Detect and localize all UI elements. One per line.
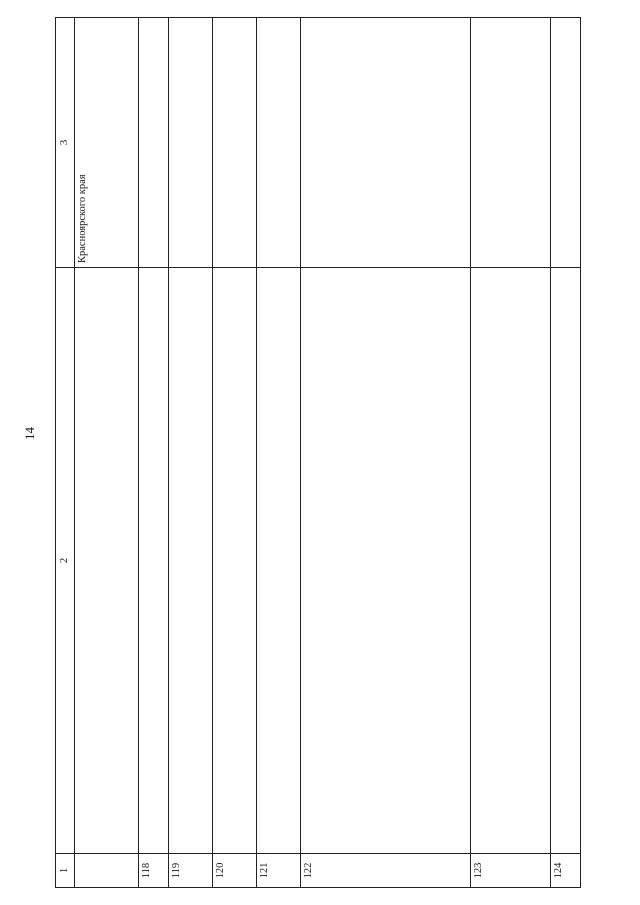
row-description [471,268,551,854]
row-description [301,268,471,854]
row-description [551,268,581,854]
row-number: 120 [213,854,257,888]
table-row [213,18,257,888]
row-number: 124 [551,854,581,888]
table-row [551,18,581,888]
page-number: 14 [22,427,37,440]
row-description [75,268,139,854]
row-ministry: Красноярского края [75,18,139,268]
row-ministry [471,18,551,268]
column-header-1: 1 [56,854,75,888]
table-row [471,18,551,888]
row-ministry [169,18,213,268]
row-ministry [139,18,169,268]
row-ministry [257,18,301,268]
row-number [75,854,139,888]
row-ministry [301,18,471,268]
row-description [257,268,301,854]
row-ministry [213,18,257,268]
table-row [301,18,471,888]
row-number: 121 [257,854,301,888]
row-ministry [551,18,581,268]
table-row [139,18,169,888]
table-stage [55,18,605,888]
column-header-2: 2 [56,268,75,854]
row-number: 123 [471,854,551,888]
row-number: 122 [301,854,471,888]
table-row [257,18,301,888]
row-description [139,268,169,854]
document-table [55,17,581,888]
row-number: 118 [139,854,169,888]
table-row [75,18,139,888]
column-header-3: 3 [56,18,75,268]
row-number: 119 [169,854,213,888]
table-row [169,18,213,888]
row-description [213,268,257,854]
table-header-row [56,18,75,888]
rotated-table-wrapper [55,18,605,888]
row-description [169,268,213,854]
